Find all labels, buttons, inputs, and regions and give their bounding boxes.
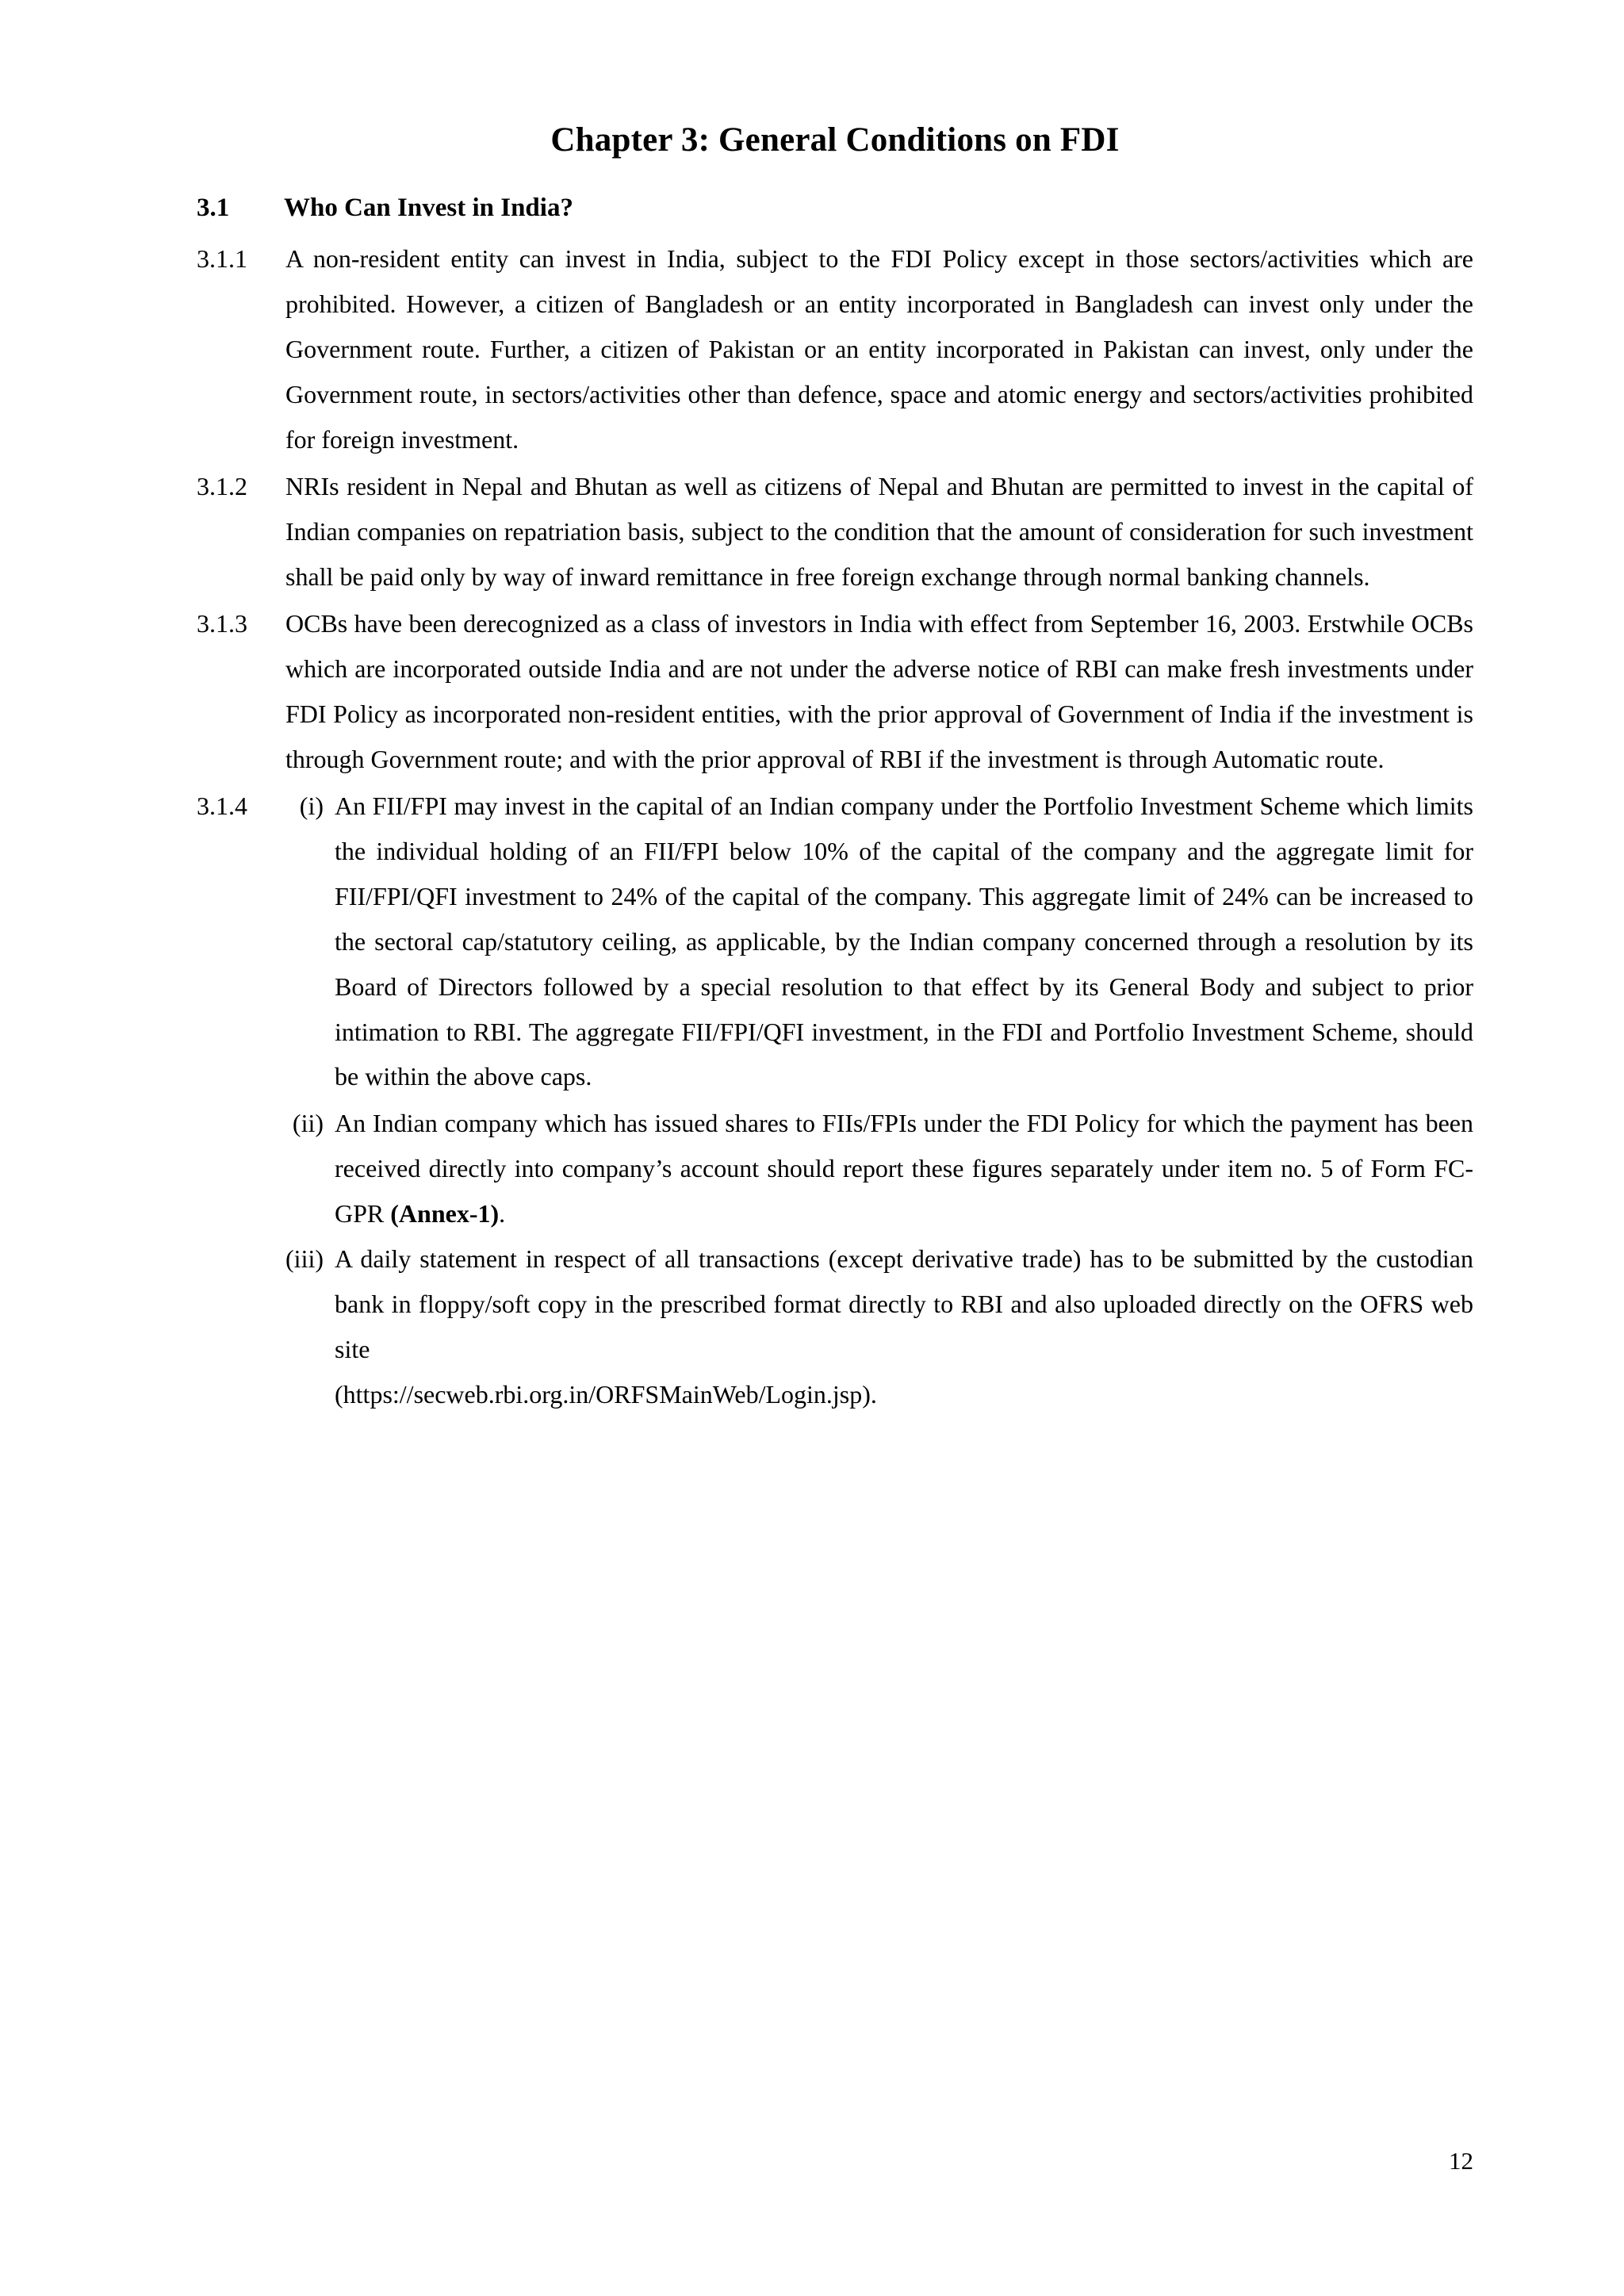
clause-number: 3.1.2 (197, 472, 247, 501)
clause-text-roman-i: An FII/FPI may invest in the capital of an Indian company under the Portfolio Investment Scheme which limits the individual holding of an FII/FPI below 10% of the capital of the company and the aggregate limit for FII/FPI/QFI investment to 24% of the capital of the company. This aggregate limit of 24% can be increased to the sectoral cap/statutory ceiling, as applicable, by the Indian company concerned through a resolution by its Board of Directors followed by a special resolution to that effect by its General Body and subject to prior intimation to RBI. The aggregate FII/FPI/QFI investment, in the FDI and Portfolio Investment Scheme, should be within the above caps. (335, 791, 1473, 1091)
roman-marker-iii: (iii) (285, 1244, 324, 1274)
section-title: Who Can Invest in India? (284, 193, 573, 222)
section-heading (197, 190, 1473, 226)
clause-text-roman-ii (335, 1101, 1473, 1236)
clause-3-1-4 (197, 784, 1473, 1100)
roman-list (285, 1101, 1473, 1417)
subclause-ii (285, 1101, 1473, 1236)
page-number: 12 (1449, 2147, 1473, 2175)
clause-3-1-3 (197, 601, 1473, 782)
section-number: 3.1 (197, 193, 230, 222)
page-title: Chapter 3: General Conditions on FDI (550, 121, 1120, 159)
clause-text-roman-iii (335, 1236, 1473, 1417)
clause-number: 3.1.4 (197, 791, 247, 820)
annex-reference: (Annex-1) (390, 1199, 500, 1228)
clause-text-iii: A daily statement in respect of all transactions (except derivative trade) has to be submitted by the custodian bank in floppy/soft copy in the prescribed format directly to RBI and also uploaded directly on the OFRS web site (335, 1244, 1473, 1364)
clause-text-ii-part2: . (499, 1199, 506, 1228)
clause-number: 3.1.3 (197, 608, 247, 638)
clause-3-1-2 (197, 464, 1473, 600)
subclause-iii (285, 1236, 1473, 1417)
ofrs-url: (https://secweb.rbi.org.in/ORFSMainWeb/Login.jsp). (335, 1380, 877, 1409)
roman-marker-i: (i) (299, 791, 324, 820)
clause-text: NRIs resident in Nepal and Bhutan as well as citizens of Nepal and Bhutan are permitted to invest in the capital of Indian companies on repatriation basis, subject to the condition that the amount of consideration for such investment shall be paid only by way of inward remittance in free foreign exchange through normal banking channels. (285, 472, 1473, 591)
roman-marker-ii: (ii) (292, 1109, 324, 1138)
clause-text: A non-resident entity can invest in India, subject to the FDI Policy except in those sectors/activities which are prohibited. However, a citizen of Bangladesh or an entity incorporated in Bangladesh can invest only under the Government route. Further, a citizen of Pakistan or an entity incorporated in Pakistan can invest, only under the Government route, in sectors/activities other than defence, space and atomic energy and sectors/activities prohibited for foreign investment. (285, 244, 1473, 454)
clause-number: 3.1.1 (197, 244, 247, 274)
page-content (197, 119, 1473, 1417)
clause-text-ii-part1: An Indian company which has issued shares to FIIs/FPIs under the FDI Policy for which the payment has been received directly into company’s account should report these figures separately under item no. 5 of Form FC-GPR (335, 1109, 1473, 1228)
clause-text: OCBs have been derecognized as a class of investors in India with effect from September 16, 2003. Erstwhile OCBs which are incorporated outside India and are not under the adverse notice of RBI can make fresh investments under FDI Policy as incorporated non-resident entities, with the prior approval of Government of India if the investment is through Government route; and with the prior approval of RBI if the investment is through Automatic route. (285, 608, 1473, 773)
clause-3-1-1 (197, 236, 1473, 462)
